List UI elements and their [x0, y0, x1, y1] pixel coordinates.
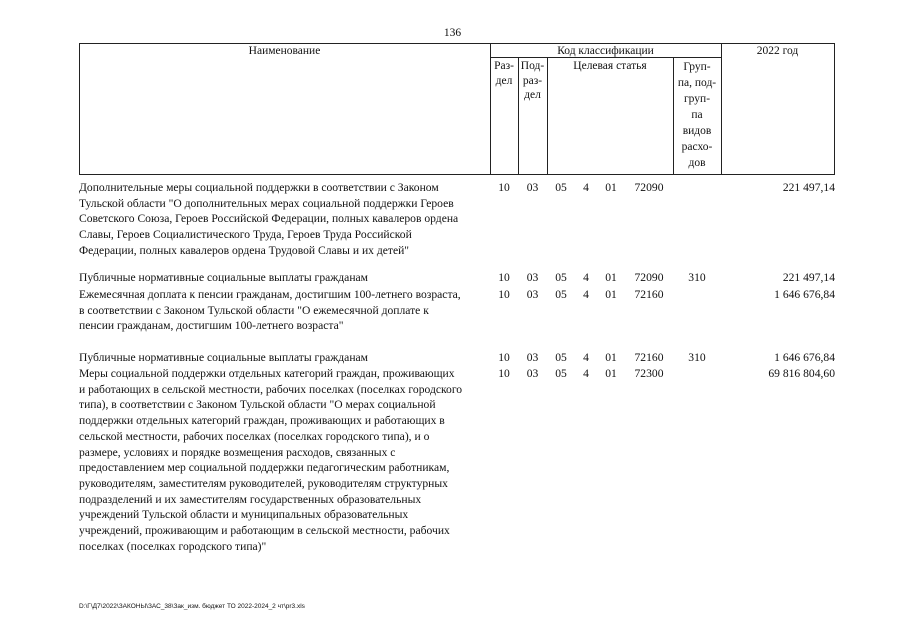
- row-name-line: Федерации, полных кавалеров ордена Трудовой Славы и их детей": [79, 243, 410, 257]
- row-cs1: 05: [555, 271, 567, 284]
- row-cs2: 4: [583, 288, 589, 301]
- row-name-line: Ежемесячная доплата к пенсии гражданам, достигшим 100-летнего возраста,: [79, 288, 461, 301]
- row-name: [79, 366, 494, 554]
- row-name-line: предоставлением мер социальной поддержки педагогическим работникам,: [79, 461, 450, 475]
- row-razdel: 10: [498, 351, 510, 364]
- row-name-line: Советского Союза, Героев Российской Федерации, полных кавалеров ордена: [79, 212, 459, 226]
- row-cs1: 05: [555, 367, 567, 380]
- row-amount: 1 646 676,84: [774, 288, 835, 301]
- row-name-line: подразделений и их заместителям государственных образовательных: [79, 492, 422, 506]
- row-razdel: 10: [498, 181, 510, 194]
- row-amount: 221 497,14: [782, 181, 835, 194]
- header-name: Наименование: [248, 45, 321, 57]
- row-name-line: типа), в соответствии с Законом Тульской области "О мерах социальной: [79, 398, 436, 412]
- row-name-line: пенсии гражданам, достигшим 100-летнего возраста": [79, 319, 344, 333]
- row-name-line: Публичные нормативные социальные выплаты гражданам: [79, 351, 368, 364]
- row-name-line: в соответствии с Законом Тульской области "О ежемесячной доплате к: [79, 303, 429, 317]
- row-vid: 310: [688, 351, 706, 364]
- row-cs4: 72160: [634, 351, 664, 364]
- row-cs4: 72090: [634, 271, 664, 284]
- row-name-line: учреждений Тульской области и муниципальных образовательных: [79, 508, 409, 522]
- row-name-line: Меры социальной поддержки отдельных категорий граждан, проживающих: [79, 367, 455, 380]
- row-cs4: 72160: [634, 288, 664, 301]
- row-vid: 310: [688, 271, 706, 284]
- row-cs3: 01: [605, 351, 617, 364]
- row-name-line: сельской местности, рабочих поселках (поселках городского типа), и о: [79, 429, 430, 443]
- row-name-line: руководителям, заместителям руководителей, руководителям структурных: [79, 476, 448, 490]
- row-cs2: 4: [583, 271, 589, 284]
- page-number: 136: [443, 27, 462, 39]
- row-podrazdel: 03: [526, 367, 539, 380]
- footer-file-path: D:\Г\Д7\2022\ЗАКОНЫ\ЗАС_38\Зак_изм. бюджет ТО 2022-2024_2 чт\pr3.xls: [79, 603, 305, 610]
- row-cs2: 4: [583, 181, 589, 194]
- row-cs3: 01: [605, 288, 617, 301]
- header-classification-code: Код классификации: [557, 45, 654, 57]
- row-cs1: 05: [555, 288, 567, 301]
- row-podrazdel: 03: [526, 288, 539, 301]
- row-cs3: 01: [605, 367, 617, 380]
- header-target-article: Целевая статья: [573, 60, 647, 72]
- row-podrazdel: 03: [526, 271, 539, 284]
- row-cs3: 01: [605, 181, 617, 194]
- row-name-line: и работающих в сельской местности, рабочих поселках (поселках городского: [79, 382, 463, 396]
- row-cs4: 72090: [634, 181, 664, 194]
- row-name-line: Тульской области "О дополнительных мерах социальной поддержки Героев: [79, 196, 454, 210]
- row-cs1: 05: [555, 181, 567, 194]
- row-name: [79, 180, 494, 259]
- header-subsection: Под- раз- дел: [520, 60, 545, 101]
- row-name-line: размере, условиях и порядке возмещения расходов, связанных с: [79, 445, 396, 459]
- row-name: [79, 270, 494, 286]
- header-section: Раз- дел: [494, 60, 514, 87]
- row-amount: 221 497,14: [782, 271, 835, 284]
- row-cs3: 01: [605, 271, 617, 284]
- row-cs2: 4: [583, 351, 589, 364]
- row-name-line: поддержки отдельных категорий граждан, проживающих и работающих в: [79, 414, 445, 428]
- row-name: [79, 287, 494, 334]
- row-razdel: 10: [498, 271, 510, 284]
- row-amount: 1 646 676,84: [774, 351, 835, 364]
- row-podrazdel: 03: [526, 351, 539, 364]
- row-razdel: 10: [498, 288, 510, 301]
- row-name-line: Публичные нормативные социальные выплаты гражданам: [79, 271, 368, 284]
- row-name-line: Славы, Героев Социалистического Труда, Героев Труда Российской: [79, 228, 412, 242]
- row-name-line: Дополнительные меры социальной поддержки в соответствии с Законом: [79, 181, 439, 194]
- row-razdel: 10: [498, 367, 510, 380]
- row-cs1: 05: [555, 351, 567, 364]
- row-cs4: 72300: [634, 367, 664, 380]
- row-name: [79, 350, 494, 366]
- row-name-line: учреждений, проживающим и работающим в сельской местности, рабочих: [79, 524, 450, 538]
- row-cs2: 4: [583, 367, 589, 380]
- header-year: 2022 год: [756, 45, 799, 57]
- header-expense-group: Груп- па, под- груп- па видов расхо- дов: [677, 61, 717, 169]
- row-amount: 69 816 804,60: [768, 367, 835, 380]
- row-name-line: поселках (поселках городского типа)": [79, 539, 267, 553]
- row-podrazdel: 03: [526, 181, 539, 194]
